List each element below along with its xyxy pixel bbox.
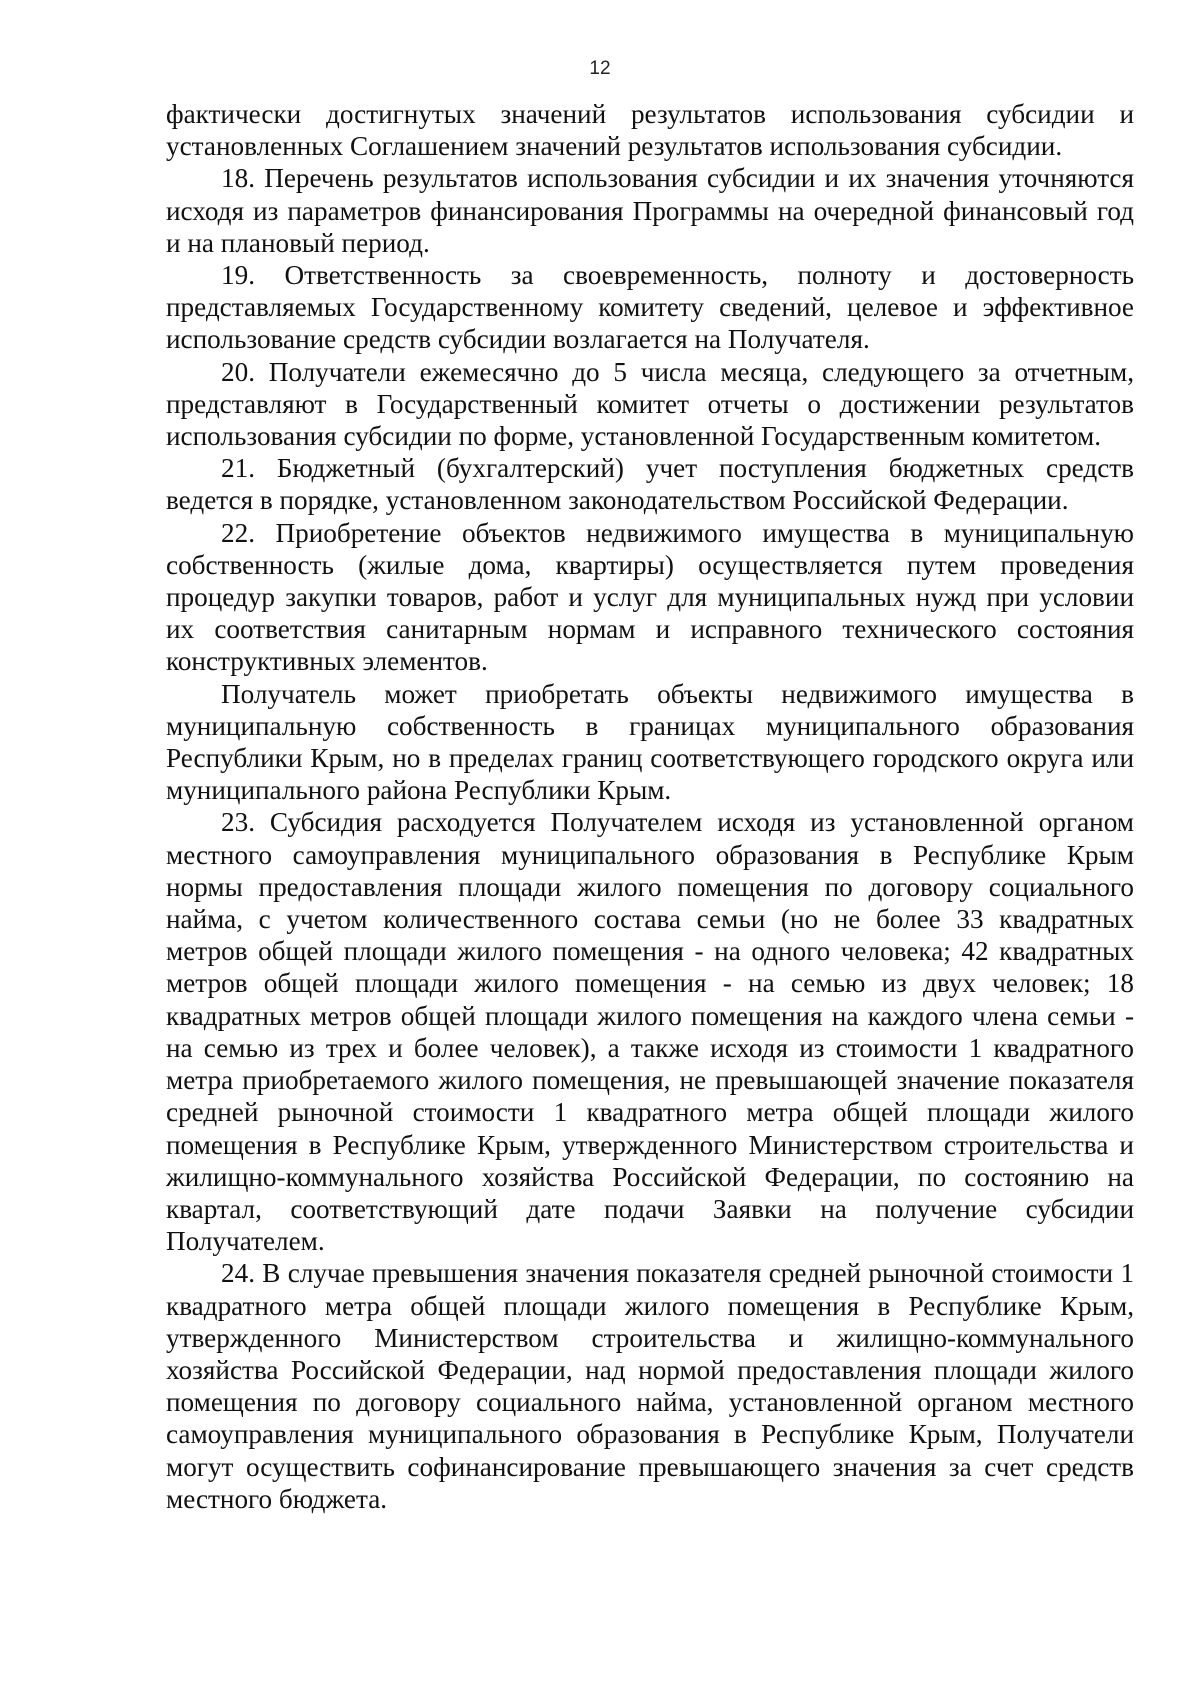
paragraph-18: 18. Перечень результатов использования субсидии и их значения уточняются исходя из параметров финансирования Программы на очередной финансовый год и на плановый период. xyxy=(166,163,1134,258)
paragraph-21: 21. Бюджетный (бухгалтерский) учет поступления бюджетных средств ведется в порядке, установленном законодательством Российской Федерации. xyxy=(166,453,1134,516)
paragraph-23: 23. Субсидия расходуется Получателем исходя из установленной органом местного самоуправления муниципального образования в Республике Крым нормы предоставления площади жилого помещения по договору социального найма, с учетом количественного состава семьи (но не более 33 квадратных метров общей площади жилого помещения - на одного человека; 42 квадратных метров общей площади жилого помещения - на семью из двух человек; 18 квадратных метров общей площади жилого помещения на каждого члена семьи - на семью из трех и более человек), а также исходя из стоимости 1 квадратного метра приобретаемого жилого помещения, не превышающей значение показателя средней рыночной стоимости 1 квадратного метра общей площади жилого помещения в Республике Крым, утвержденного Министерством строительства и жилищно-коммунального хозяйства Российской Федерации, по состоянию на квартал, соответствующий дате подачи Заявки на получение субсидии Получателем. xyxy=(166,807,1134,1257)
paragraph-22-recipient: Получатель может приобретать объекты недвижимого имущества в муниципальную собственность в границах муниципального образования Республики Крым, но в пределах границ соответствующего городского округа или муниципального района Республики Крым. xyxy=(166,678,1134,806)
paragraph-19: 19. Ответственность за своевременность, полноту и достоверность представляемых Государственному комитету сведений, целевое и эффективное использование средств субсидии возлагается на Получателя. xyxy=(166,260,1134,355)
paragraph-20: 20. Получатели ежемесячно до 5 числа месяца, следующего за отчетным, представляют в Государственный комитет отчеты о достижении результатов использования субсидии по форме, установленной Государственным комитетом. xyxy=(166,356,1134,452)
paragraph-22: 22. Приобретение объектов недвижимого имущества в муниципальную собственность (жилые дома, квартиры) осуществляется путем проведения процедур закупки товаров, работ и услуг для муниципальных нужд при условии их соответствия санитарным нормам и исправного технического состояния конструктивных элементов. xyxy=(166,517,1134,677)
paragraph-continuation: фактически достигнутых значений результатов использования субсидии и установленных Соглашением значений результатов использования субсидии. xyxy=(166,99,1134,162)
paragraph-24: 24. В случае превышения значения показателя средней рыночной стоимости 1 квадратного метра общей площади жилого помещения в Республике Крым, утвержденного Министерством строительства и жилищно-коммунального хозяйства Российской Федерации, над нормой предоставления площади жилого помещения по договору социального найма, установленной органом местного самоуправления муниципального образования в Республике Крым, Получатели могут осуществить софинансирование превышающего значения за счет средств местного бюджета. xyxy=(166,1258,1134,1514)
document-body xyxy=(166,98,1134,1515)
page-number: 12 xyxy=(589,58,611,79)
